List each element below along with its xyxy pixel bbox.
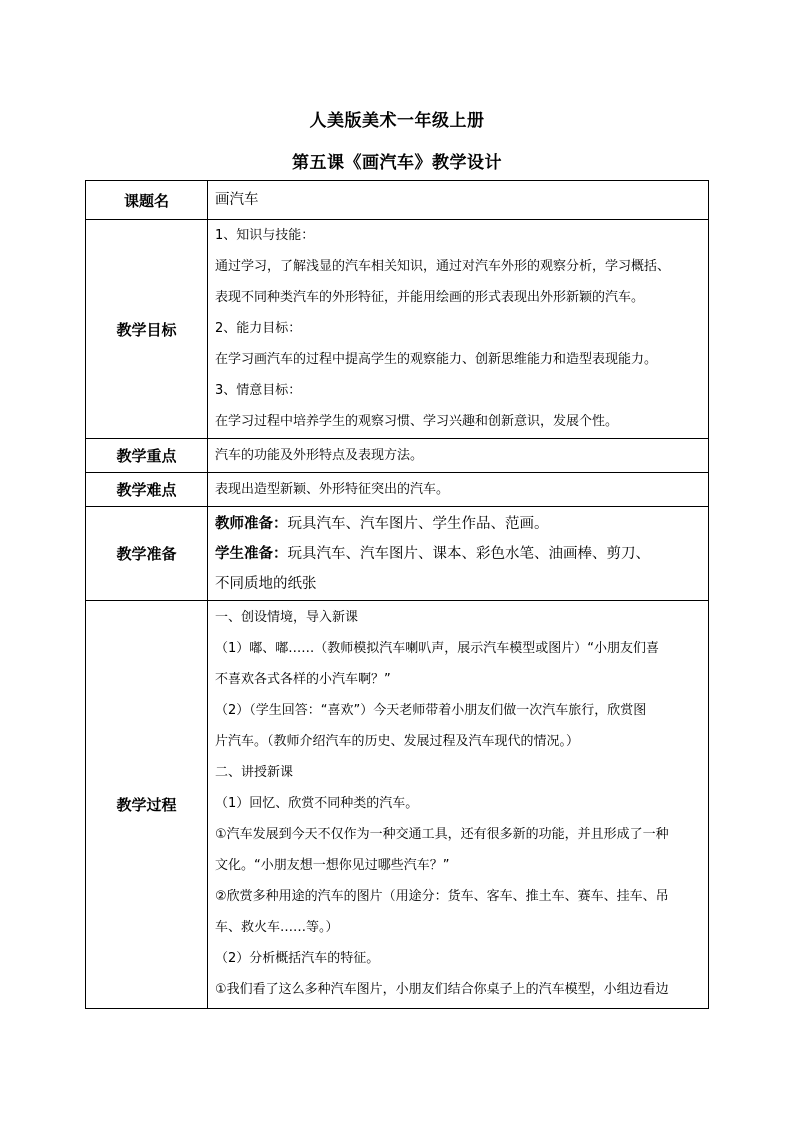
process-value bbox=[208, 601, 709, 1009]
process-label: 教学过程 bbox=[86, 601, 208, 1009]
goals-line: 通过学习，了解浅显的汽车相关知识，通过对汽车外形的观察分析，学习概括、 bbox=[215, 259, 671, 274]
process-line: ①我们看了这么多种汽车图片，小朋友们结合你桌子上的汽车模型，小组边看边 bbox=[215, 982, 669, 997]
preparation-value bbox=[208, 507, 709, 601]
topic-text: 画汽车 bbox=[215, 191, 259, 208]
process-line: 一、创设情境，导入新课 bbox=[215, 610, 359, 625]
student-preparation-cont: 不同质地的纸张 bbox=[215, 575, 317, 592]
preparation-label: 教学准备 bbox=[86, 507, 208, 601]
goals-line: 2、能力目标： bbox=[215, 321, 302, 336]
key-points-text: 汽车的功能及外形特点及表现方法。 bbox=[215, 448, 424, 463]
key-points-value bbox=[208, 439, 709, 473]
process-line: 二、讲授新课 bbox=[215, 765, 294, 780]
table-row-process bbox=[86, 601, 709, 1009]
table-row-difficulties bbox=[86, 473, 709, 507]
student-preparation bbox=[215, 539, 704, 569]
process-line: 文化。“小朋友想一想你见过哪些汽车？” bbox=[215, 858, 450, 873]
lesson-title: 第五课《画汽车》教学设计 bbox=[292, 153, 502, 173]
teacher-preparation-label: 教师准备： bbox=[215, 515, 288, 532]
document-title: 人美版美术一年级上册 bbox=[309, 111, 485, 131]
process-line: （2）（学生回答：“喜欢”）今天老师带着小朋友们做一次汽车旅行，欣赏图 bbox=[215, 703, 647, 718]
process-line: 不喜欢各式各样的小汽车啊？” bbox=[215, 672, 391, 687]
difficulties-text: 表现出造型新颖、外形特征突出的汽车。 bbox=[215, 482, 450, 497]
process-line: ②欣赏多种用途的汽车的图片（用途分：货车、客车、推土车、赛车、挂车、吊 bbox=[215, 889, 669, 904]
goals-value bbox=[208, 220, 709, 439]
student-preparation-label: 学生准备： bbox=[215, 545, 288, 562]
difficulties-label: 教学难点 bbox=[86, 473, 208, 507]
table-row-key-points bbox=[86, 439, 709, 473]
table-row-preparation bbox=[86, 507, 709, 601]
topic-value bbox=[208, 181, 709, 220]
goals-line: 3、情意目标： bbox=[215, 383, 302, 398]
teacher-preparation-text: 玩具汽车、汽车图片、学生作品、范画。 bbox=[287, 515, 549, 532]
teacher-preparation bbox=[215, 509, 704, 539]
goals-label: 教学目标 bbox=[86, 220, 208, 439]
goals-line: 在学习过程中培养学生的观察习惯、学习兴趣和创新意识，发展个性。 bbox=[215, 414, 619, 429]
process-line: ①汽车发展到今天不仅作为一种交通工具，还有很多新的功能，并且形成了一种 bbox=[215, 827, 669, 842]
table-row-topic bbox=[86, 181, 709, 220]
process-line: 片汽车。（教师介绍汽车的历史、发展过程及汽车现代的情况。） bbox=[215, 734, 580, 749]
process-line: （1）嘟、嘟……（教师模拟汽车喇叭声，展示汽车模型或图片）“小朋友们喜 bbox=[215, 641, 660, 656]
process-line: （2）分析概括汽车的特征。 bbox=[215, 951, 380, 966]
key-points-label: 教学重点 bbox=[86, 439, 208, 473]
table-row-goals bbox=[86, 220, 709, 439]
process-line: 车、救火车……等。） bbox=[215, 920, 339, 935]
goals-line: 1、知识与技能： bbox=[215, 228, 315, 243]
student-preparation-text: 玩具汽车、汽车图片、课本、彩色水笔、油画棒、剪刀、 bbox=[287, 545, 650, 562]
lesson-plan-table bbox=[85, 180, 709, 1009]
process-line: （1）回忆、欣赏不同种类的汽车。 bbox=[215, 796, 419, 811]
topic-label: 课题名 bbox=[86, 181, 208, 220]
goals-line: 表现不同种类汽车的外形特征，并能用绘画的形式表现出外形新颖的汽车。 bbox=[215, 290, 645, 305]
goals-line: 在学习画汽车的过程中提高学生的观察能力、创新思维能力和造型表现能力。 bbox=[215, 352, 658, 367]
difficulties-value bbox=[208, 473, 709, 507]
